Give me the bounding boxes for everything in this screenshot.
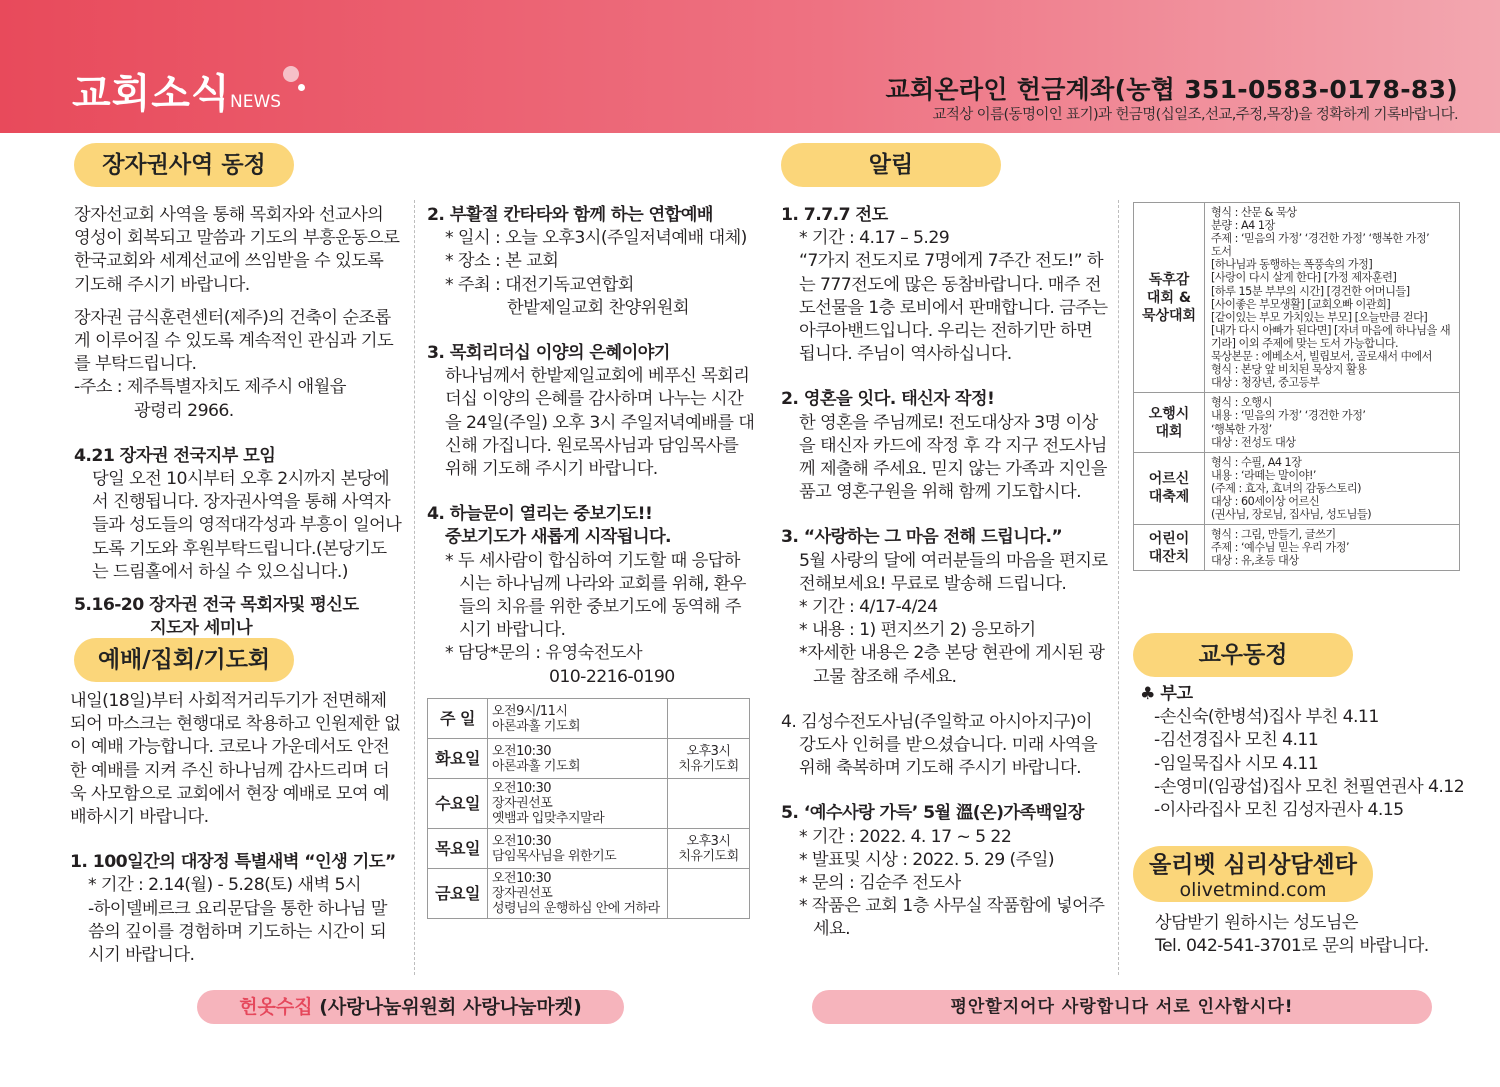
event-detail-line: [내가 다시 아빠가 된다면] [자녀 마음에 하나님을 새기라] 이외 주제에 맞는 도서 가능합니다.: [1211, 323, 1451, 350]
event-detail-line: 묵상본문 : 에베소서, 빌립보서, 골로새서 中에서: [1211, 350, 1432, 364]
schedule-detail: [488, 779, 668, 829]
schedule-detail-line: 아론과훌 기도회: [492, 758, 581, 774]
section-title-members: 교우동정: [1133, 633, 1353, 677]
schedule-detail: [488, 739, 668, 779]
weekly-schedule-table: [427, 698, 750, 919]
event-detail-line: 형식 : 산문 & 묵상: [1211, 206, 1297, 219]
clothes-collection-detail: (사랑나눔위원회 사랑나눔마켓): [312, 996, 582, 1018]
section-title-jangjagwon: 장자권사역 동정: [74, 143, 294, 187]
obituary-item: -이사라집사 모친 김성자권사 4.15: [1154, 800, 1404, 821]
schedule-day: 주 일: [428, 699, 488, 739]
schedule-day: 화요일: [428, 739, 488, 779]
schedule-detail-line: 담임목사님을 위한기도: [492, 848, 617, 864]
event-name: 독후감 대회 & 묵상대회: [1134, 203, 1205, 393]
schedule-row: [428, 869, 750, 919]
family-event-table: [1133, 202, 1460, 571]
easter-date: * 일시 : 오늘 오후3시(주일저녁예배 대체): [445, 228, 747, 249]
event-detail-line: 형식 : 본당 앞 비치된 묵상지 활용: [1211, 363, 1367, 377]
obituary-item: -김선경집사 모친 4.11: [1154, 730, 1319, 751]
schedule-extra: [668, 829, 750, 869]
page-subtitle: NEWS: [230, 92, 282, 112]
jangjagwon-paragraph-1: 장자선교회 사역을 통해 목회자와 선교사의 영성이 회복되고 말씀과 기도의 부흥운동으로 한국교회와 세계선교에 쓰임받을 수 있도록 기도해 주시기 바랍니다.: [74, 205, 400, 295]
prayer-contact: * 담당*문의 : 유영숙전도사: [445, 643, 642, 664]
event-details: [1205, 203, 1460, 393]
event-detail-line: 도서: [1211, 245, 1232, 259]
worship-notice: [70, 690, 402, 967]
event-detail-line: 주제 : ‘믿음의 가정’ ‘경건한 가정’ ‘행복한 가정’: [1211, 232, 1430, 246]
account-note: 교적상 이름(동명이인 표기)과 헌금명(십일조,선교,주정,목장)을 정확하게 기록바랍니다.: [932, 107, 1458, 123]
notice-5-submit: * 작품은 교회 1층 사무실 작품함에 넣어주세요.: [799, 896, 1105, 940]
clothes-collection-banner: [197, 990, 624, 1024]
prayer-body: * 두 세사람이 합심하여 기도할 때 응답하시는 하나님께 나라와 교회를 위해, 환우들의 치유를 위한 중보기도에 동역해 주시기 바랍니다.: [445, 550, 746, 641]
notice-5-announce: * 발표및 시상 : 2022. 5. 29 (주일): [799, 849, 1055, 870]
counseling-center-name: 올리벳 심리상담센타: [1149, 852, 1357, 878]
easter-host-2: 한밭제일교회 찬양위원회: [507, 297, 689, 318]
clothes-collection-label: 헌옷수집: [239, 996, 313, 1018]
schedule-row: [428, 779, 750, 829]
schedule-detail: [488, 699, 668, 739]
jangjagwon-paragraph-2: 장자권 금식훈련센터(제주)의 건축이 순조롭게 이루어질 수 있도록 계속적인 관심과 기도를 부탁드립니다.: [74, 307, 394, 375]
event-detail-line: (주제 : 효자, 효녀의 감동스토리): [1211, 481, 1361, 495]
counseling-line-2: Tel. 042-541-3701로 문의 바랍니다.: [1155, 936, 1429, 957]
schedule-detail-line: 오전10:30: [492, 871, 552, 886]
schedule-row: [428, 699, 750, 739]
schedule-extra: [668, 869, 750, 919]
event-detail-line: 대상 : 유,초등 대상: [1211, 554, 1299, 568]
notice-5-contact: * 문의 : 김순주 전도사: [799, 873, 961, 894]
decor-dot-icon: [283, 66, 299, 82]
prayer-title-1: 4. 하늘문이 열리는 중보기도!!: [427, 504, 653, 525]
easter-place: * 장소 : 본 교회: [445, 251, 559, 272]
schedule-extra-line: 치유기도회: [678, 848, 739, 864]
notice-3-note: *자세한 내용은 2층 본당 현관에 게시된 광고물 참조해 주세요.: [799, 643, 1105, 687]
prayer-phone: 010-2216-0190: [549, 666, 675, 687]
worship-body: 내일(18일)부터 사회적거리두기가 전면해제되어 마스크는 현행대로 착용하고 인원제한 없이 예배 가능합니다. 코로나 가운데서도 안전한 예배를 지켜 주신 하나님께 감사드리며 더욱 사모함으로 교회에서 현장 예배로 모여 예배하시기 바랍니다.: [70, 691, 401, 828]
notice-3-content: * 내용 : 1) 편지쓰기 2) 응모하기: [799, 620, 1036, 641]
obituary-item: -손영미(임광섭)집사 모친 천필연권사 4.12: [1154, 776, 1465, 797]
schedule-detail-line: 장자권선포: [492, 796, 553, 811]
schedule-detail-line: 아론과훌 기도회: [492, 718, 581, 734]
event-row: [1134, 525, 1460, 571]
counseling-center-url[interactable]: olivetmind.com: [1179, 879, 1327, 901]
header-banner: [0, 0, 1500, 133]
event-detail-line: 형식 : 그림, 만들기, 글쓰기: [1211, 528, 1336, 542]
counseling-line-1: 상담받기 원하시는 성도님은: [1155, 913, 1358, 933]
event-detail-line: [사이좋은 부모생활] [교회오빠 이관희]: [1211, 297, 1391, 311]
dawn-prayer-period: * 기간 : 2.14(월) - 5.28(토) 새벽 5시: [88, 875, 361, 896]
notice-1-title: 1. 7.7.7 전도: [781, 205, 888, 225]
event-details: [1205, 452, 1460, 524]
notice-5-title: 5. ‘예수사랑 가득’ 5월 溫(온)가족백일장: [781, 803, 1084, 824]
event-detail-line: [하루 15분 부부의 시간] [경건한 어머니들]: [1211, 284, 1410, 298]
schedule-detail-line: 오전10:30: [492, 833, 552, 849]
dawn-prayer-body: -하이델베르크 요리문답을 통한 하나님 말씀의 깊이를 경험하며 기도하는 시간이 되시기 바랍니다.: [88, 898, 387, 966]
event-name: 오행시 대회: [1134, 393, 1205, 452]
notice-5-period: * 기간 : 2022. 4. 17 ~ 5 22: [799, 826, 1012, 847]
schedule-detail-line: 오전9시/11시: [492, 703, 568, 719]
notice-3-period: * 기간 : 4/17-4/24: [799, 597, 938, 618]
event-details: [1205, 393, 1460, 452]
obituary-item: -손신숙(한병석)집사 부친 4.11: [1154, 707, 1379, 728]
address-line-2: 광령리 2966.: [134, 400, 234, 421]
column-3: [781, 204, 1109, 942]
counseling-center-badge: [1133, 846, 1373, 902]
schedule-detail-line: 오전10:30: [492, 743, 552, 759]
column-1: [74, 204, 402, 640]
schedule-extra: [668, 699, 750, 739]
notice-3-title: 3. “사랑하는 그 마음 전해 드립니다.”: [781, 527, 1063, 548]
seminar-title-1: 5.16-20 장자권 전국 목회자및 평신도: [74, 595, 359, 616]
schedule-row: [428, 739, 750, 779]
notice-3-body: 5월 사랑의 달에 여러분들의 마음을 편지로 전해보세요! 무료로 발송해 드립니다.: [799, 550, 1108, 594]
column-divider: [1118, 200, 1119, 975]
event-detail-line: 형식 : 수필, A4 1장: [1211, 455, 1302, 469]
schedule-detail-line: 오전10:30: [492, 781, 552, 796]
easter-host: * 주최 : 대전기독교연합회: [445, 274, 634, 295]
event-detail-line: 내용 : ‘라떼는 말이야!’: [1211, 468, 1316, 482]
event-detail-line: 대상 : 60세이상 어르신: [1211, 494, 1320, 508]
address-line-1: -주소 : 제주특별자치도 제주시 애월읍: [74, 377, 346, 398]
event-detail-line: [하나님과 동행하는 폭풍속의 가정]: [1211, 258, 1373, 272]
event-detail-line: [사랑이 다시 살게 한다] [가정 제자훈련]: [1211, 271, 1397, 285]
notice-4-body: 4. 김성수전도사님(주일학교 아시아지구)이 강도사 인허를 받으셨습니다. 미래 사역을 위해 축복하며 기도해 주시기 바랍니다.: [781, 711, 1098, 779]
column-2: [427, 204, 755, 689]
event-row: [1134, 452, 1460, 524]
event-detail-line: (권사님, 장로님, 집사님, 성도님들): [1211, 508, 1372, 522]
schedule-day: 목요일: [428, 829, 488, 869]
schedule-row: [428, 829, 750, 869]
event-detail-line: [같이있는 부모 가치있는 부모] [오늘만큼 걷다]: [1211, 310, 1428, 324]
obituary-item: -임일묵집사 시모 4.11: [1154, 753, 1319, 774]
notice-1-body: “7가지 전도지로 7명에게 7주간 전도!” 하는 777전도에 많은 동참바랍니다. 매주 전도선물을 1층 로비에서 판매합니다. 금주는 아쿠아밴드입니다. 우리는 전하기만 하면 됩니다. 주님이 역사하십니다.: [799, 251, 1108, 365]
meeting-body: 당일 오전 10시부터 오후 2시까지 본당에서 진행됩니다. 장자권사역을 통해 사역자들과 성도들의 영적대각성과 부흥이 일어나도록 기도와 후원부탁드립니다.(본당기도는 드림홀에서 하실 수 있으십니다.): [92, 469, 402, 582]
notice-2-body: 한 영혼을 주님께로! 전도대상자 3명 이상을 태신자 카드에 작정 후 각 지구 전도사님께 제출해 주세요. 믿지 않는 가족과 지인을 품고 영혼구원을 위해 함께 기도합시다.: [799, 412, 1107, 503]
schedule-detail-line: 장자권선포: [492, 886, 553, 901]
event-detail-line: 주제 : ‘예수님 믿는 우리 가정’: [1211, 541, 1350, 555]
page-title: 교회소식: [72, 71, 231, 117]
schedule-day: 수요일: [428, 779, 488, 829]
event-details: [1205, 525, 1460, 571]
members-news: [1140, 683, 1470, 822]
easter-title: 2. 부활절 칸타타와 함께 하는 연합예배: [427, 205, 713, 225]
prayer-title-2: 중보기도가 새롭게 시작됩니다.: [445, 527, 672, 548]
event-detail-line: ‘행복한 가정’: [1211, 422, 1272, 436]
greeting-banner: 평안할지어다 사랑합니다 서로 인사합시다!: [812, 990, 1432, 1024]
section-title-notice: 알림: [781, 143, 1001, 187]
schedule-extra-line: 치유기도회: [678, 758, 739, 774]
schedule-extra-line: 오후3시: [686, 743, 731, 759]
event-name: 어르신 대축제: [1134, 452, 1205, 524]
schedule-extra: [668, 739, 750, 779]
event-name: 어린이 대잔치: [1134, 525, 1205, 571]
schedule-extra: [668, 779, 750, 829]
schedule-detail-line: 옛뱀과 입맞추지말라: [492, 811, 605, 826]
section-title-worship: 예배/집회/기도회: [74, 638, 294, 682]
event-row: [1134, 393, 1460, 452]
event-detail-line: 형식 : 오행시: [1211, 396, 1272, 410]
event-detail-line: 분량 : A4 1장: [1211, 219, 1275, 233]
schedule-detail: [488, 869, 668, 919]
obituary-heading: ♣ 부고: [1140, 684, 1193, 704]
schedule-detail: [488, 829, 668, 869]
dawn-prayer-title: 1. 100일간의 대장정 특별새벽 “인생 기도”: [70, 852, 396, 873]
grace-title: 3. 목회리더십 이양의 은혜이야기: [427, 343, 670, 364]
event-detail-line: 대상 : 전성도 대상: [1211, 435, 1296, 449]
meeting-title: 4.21 장자권 전국지부 모임: [74, 445, 276, 466]
seminar-title-2: 지도자 세미나: [150, 618, 252, 639]
grace-body: 하나님께서 한밭제일교회에 베푸신 목회리더십 이양의 은혜를 감사하며 나누는 시간을 24일(주일) 오후 3시 주일저녁예배를 대신해 가집니다. 원로목사님과 담임목사를 위해 기도해 주시기 바랍니다.: [445, 366, 755, 480]
event-row: [1134, 203, 1460, 393]
counseling-info: [1155, 912, 1465, 958]
schedule-extra-line: 오후3시: [686, 833, 731, 849]
event-detail-line: 내용 : ‘믿음의 가정’ ‘경건한 가정’: [1211, 409, 1366, 423]
decor-dot-small-icon: [298, 84, 305, 91]
event-detail-line: 대상 : 청장년, 중고등부: [1211, 376, 1320, 390]
notice-1-period: * 기간 : 4.17 – 5.29: [799, 228, 950, 249]
column-divider: [414, 200, 415, 975]
notice-2-title: 2. 영혼을 잇다. 태신자 작정!: [781, 389, 995, 410]
schedule-detail-line: 성령님의 운행하심 안에 거하라: [492, 901, 660, 916]
account-title: 교회온라인 헌금계좌(농협 351-0583-0178-83): [885, 75, 1458, 104]
schedule-day: 금요일: [428, 869, 488, 919]
